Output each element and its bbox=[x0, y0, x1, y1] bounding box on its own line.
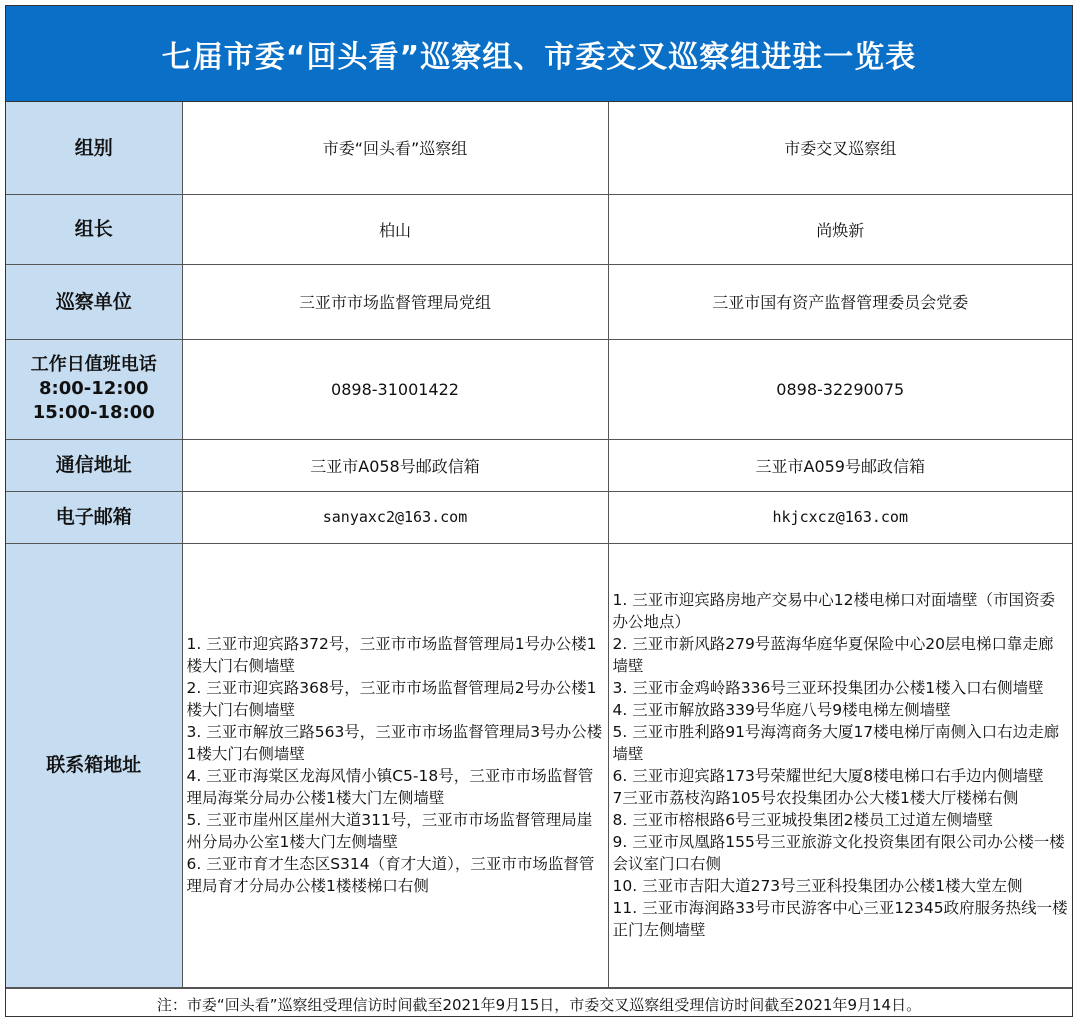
leader-col1: 柏山 bbox=[182, 194, 608, 264]
phone-col1: 0898-31001422 bbox=[182, 339, 608, 439]
table-row bbox=[6, 264, 1072, 339]
page-title: 七届市委“回头看”巡察组、市委交叉巡察组进驻一览表 bbox=[6, 6, 1072, 102]
unit-col1: 三亚市市场监督管理局党组 bbox=[182, 264, 608, 339]
table-row bbox=[6, 339, 1072, 439]
row-label-mail: 通信地址 bbox=[6, 439, 182, 491]
group-col1: 市委“回头看”巡察组 bbox=[182, 102, 608, 194]
footnote: 注：市委“回头看”巡察组受理信访时间截至2021年9月15日，市委交叉巡察组受理信访时间截至2021年9月14日。 bbox=[6, 988, 1072, 1020]
table-row bbox=[6, 194, 1072, 264]
email-col1[interactable]: sanyaxc2@163.com bbox=[182, 491, 608, 543]
table-row bbox=[6, 491, 1072, 543]
list-item: 4. 三亚市解放路339号华庭八号9楼电梯左侧墙壁 bbox=[612, 701, 951, 719]
row-label-phone bbox=[6, 339, 182, 439]
list-item: 11. 三亚市海润路33号市民游客中心三亚12345政府服务热线一楼正门左侧墙壁 bbox=[612, 899, 1068, 939]
row-label-leader: 组长 bbox=[6, 194, 182, 264]
list-item: 10. 三亚市吉阳大道273号三亚科投集团办公楼1楼大堂左侧 bbox=[612, 877, 1023, 895]
phone-label-line1: 工作日值班电话 bbox=[30, 354, 157, 375]
list-item: 5. 三亚市胜利路91号海湾商务大厦17楼电梯厅南侧入口右边走廊墙壁 bbox=[612, 723, 1060, 763]
info-table bbox=[6, 102, 1072, 988]
list-item: 7三亚市荔枝沟路105号农投集团办公大楼1楼大厅楼梯右侧 bbox=[612, 789, 1019, 807]
list-item: 5. 三亚市崖州区崖州大道311号，三亚市市场监督管理局崖州分局办公室1楼大门左侧墙壁 bbox=[186, 811, 593, 851]
list-item: 1. 三亚市迎宾路房地产交易中心12楼电梯口对面墙壁（市国资委办公地点） bbox=[612, 591, 1055, 631]
group-col2: 市委交叉巡察组 bbox=[608, 102, 1072, 194]
email-col2[interactable]: hkjcxcz@163.com bbox=[608, 491, 1072, 543]
phone-label-line3: 15:00-18:00 bbox=[32, 402, 155, 423]
phone-col2: 0898-32290075 bbox=[608, 339, 1072, 439]
list-item: 6. 三亚市迎宾路173号荣耀世纪大厦8楼电梯口右手边内侧墙壁 bbox=[612, 767, 1044, 785]
list-item: 2. 三亚市新风路279号蓝海华庭华夏保险中心20层电梯口靠走廊墙壁 bbox=[612, 635, 1054, 675]
list-item: 3. 三亚市解放三路563号，三亚市市场监督管理局3号办公楼1楼大门右侧墙壁 bbox=[186, 723, 603, 763]
list-item: 6. 三亚市育才生态区S314（育才大道），三亚市市场监督管理局育才分局办公楼1楼楼梯口右侧 bbox=[186, 855, 595, 895]
phone-label-line2: 8:00-12:00 bbox=[38, 378, 149, 399]
mail-col1: 三亚市A058号邮政信箱 bbox=[182, 439, 608, 491]
table-row bbox=[6, 439, 1072, 491]
list-item: 4. 三亚市海棠区龙海风情小镇C5-18号，三亚市市场监督管理局海棠分局办公楼1楼大门左侧墙壁 bbox=[186, 767, 594, 807]
table-row bbox=[6, 543, 1072, 987]
table-row bbox=[6, 102, 1072, 194]
box-list-col1 bbox=[182, 543, 608, 987]
row-label-email: 电子邮箱 bbox=[6, 491, 182, 543]
row-label-box: 联系箱地址 bbox=[6, 543, 182, 987]
list-item: 9. 三亚市凤凰路155号三亚旅游文化投资集团有限公司办公楼一楼会议室门口右侧 bbox=[612, 833, 1065, 873]
list-item: 1. 三亚市迎宾路372号，三亚市市场监督管理局1号办公楼1楼大门右侧墙壁 bbox=[186, 635, 597, 675]
box-list-col2 bbox=[608, 543, 1072, 987]
list-item: 2. 三亚市迎宾路368号，三亚市市场监督管理局2号办公楼1楼大门右侧墙壁 bbox=[186, 679, 597, 719]
list-item: 8. 三亚市榕根路6号三亚城投集团2楼员工过道左侧墙壁 bbox=[612, 811, 993, 829]
row-label-group: 组别 bbox=[6, 102, 182, 194]
inspection-table-sheet bbox=[5, 5, 1073, 1017]
leader-col2: 尚焕新 bbox=[608, 194, 1072, 264]
row-label-unit: 巡察单位 bbox=[6, 264, 182, 339]
unit-col2: 三亚市国有资产监督管理委员会党委 bbox=[608, 264, 1072, 339]
list-item: 3. 三亚市金鸡岭路336号三亚环投集团办公楼1楼入口右侧墙壁 bbox=[612, 679, 1044, 697]
mail-col2: 三亚市A059号邮政信箱 bbox=[608, 439, 1072, 491]
